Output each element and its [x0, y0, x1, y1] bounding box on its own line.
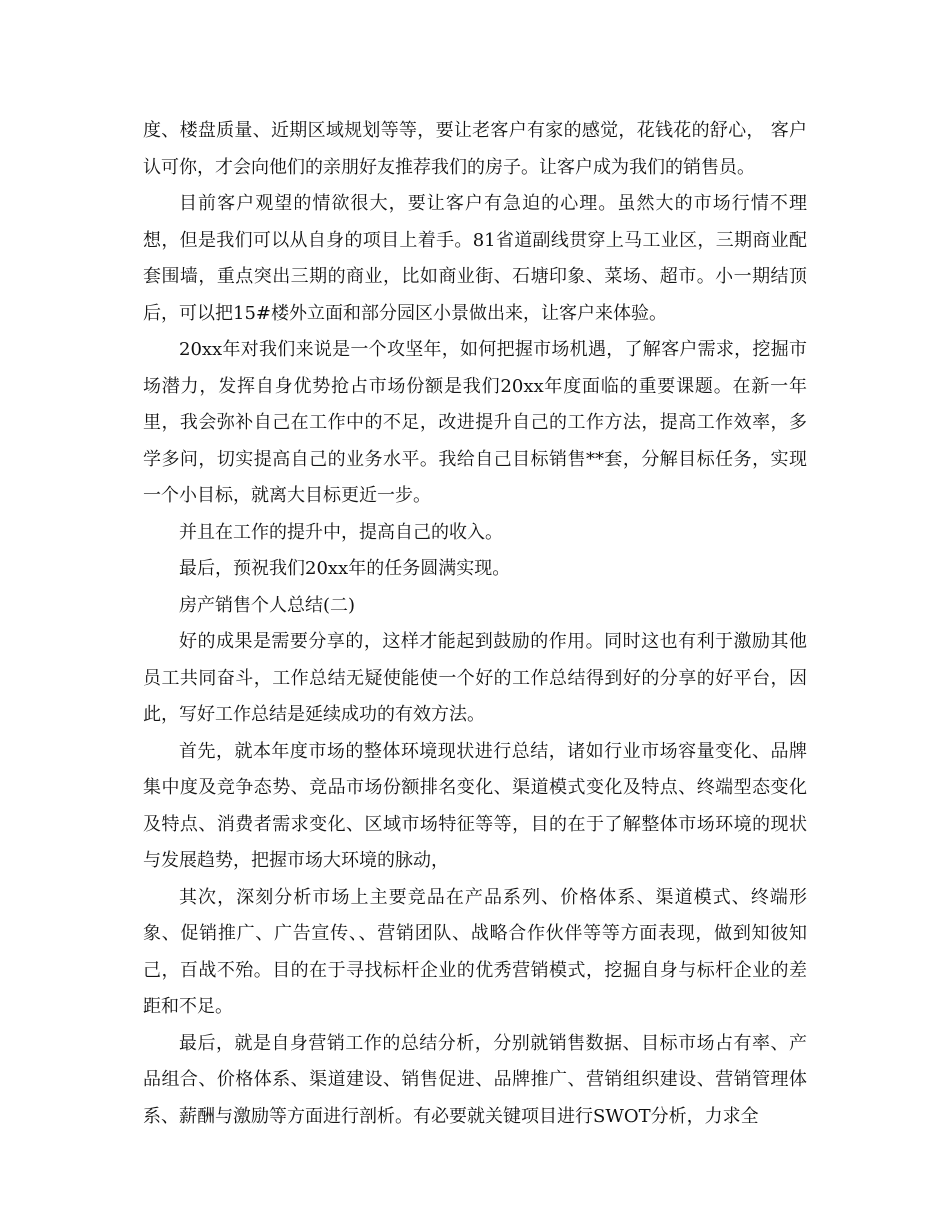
paragraph-4: 并且在工作的提升中，提高自己的收入。 [179, 521, 503, 543]
paragraph-5: 最后，预祝我们20xx年的任务圆满实现。 [179, 558, 511, 579]
section-heading: 房产销售个人总结(二) [179, 594, 356, 616]
paragraph-8: 其次，深刻分析市场上主要竞品在产品系列、价格体系、渠道模式、终端形象、促销推广、广告宣传、、营销团队、战略合作伙伴等等方面表现，做到知彼知己，百战不殆。目的在于寻找标杆企业的优秀营销模式，挖掘自身与标杆企业的差距和不足。 [143, 886, 807, 1017]
paragraph-2: 目前客户观望的情欲很大，要让客户有急迫的心理。虽然大的市场行情不理想，但是我们可以从自身的项目上着手。81省道副线贯穿上马工业区，三期商业配套围墙，重点突出三期的商业，比如商业街、石塘印象、菜场、超市。小一期结顶后，可以把15#楼外立面和部分园区小景做出来，让客户来体验。 [143, 193, 807, 324]
paragraph-3: 20xx年对我们来说是一个攻坚年，如何把握市场机遇，了解客户需求，挖掘市场潜力，发挥自身优势抢占市场份额是我们20xx年度面临的重要课题。在新一年里，我会弥补自己在工作中的不足，改进提升自己的工作方法，提高工作效率，多学多问，切实提高自己的业务水平。我给自己目标销售**套，分解目标任务，实现一个小目标，就离大目标更近一步。 [143, 339, 807, 506]
document-body [143, 113, 807, 1135]
paragraph-1: 度、楼盘质量、近期区域规划等等，要让老客户有家的感觉，花钱花的舒心， 客户认可你，才会向他们的亲朋好友推荐我们的房子。让客户成为我们的销售员。 [143, 120, 807, 178]
paragraph-6: 好的成果是需要分享的，这样才能起到鼓励的作用。同时这也有利于激励其他员工共同奋斗，工作总结无疑使能使一个好的工作总结得到好的分享的好平台，因此，写好工作总结是延续成功的有效方法。 [143, 631, 807, 725]
paragraph-9: 最后，就是自身营销工作的总结分析，分别就销售数据、目标市场占有率、产品组合、价格体系、渠道建设、销售促进、品牌推广、营销组织建设、营销管理体系、薪酬与激励等方面进行剖析。有必要就关键项目进行SWOT分析，力求全 [143, 1032, 807, 1127]
paragraph-7: 首先，就本年度市场的整体环境现状进行总结，诸如行业市场容量变化、品牌集中度及竞争态势、竞品市场份额排名变化、渠道模式变化及特点、终端型态变化及特点、消费者需求变化、区域市场特征等等，目的在于了解整体市场环境的现状与发展趋势，把握市场大环境的脉动， [143, 740, 807, 871]
